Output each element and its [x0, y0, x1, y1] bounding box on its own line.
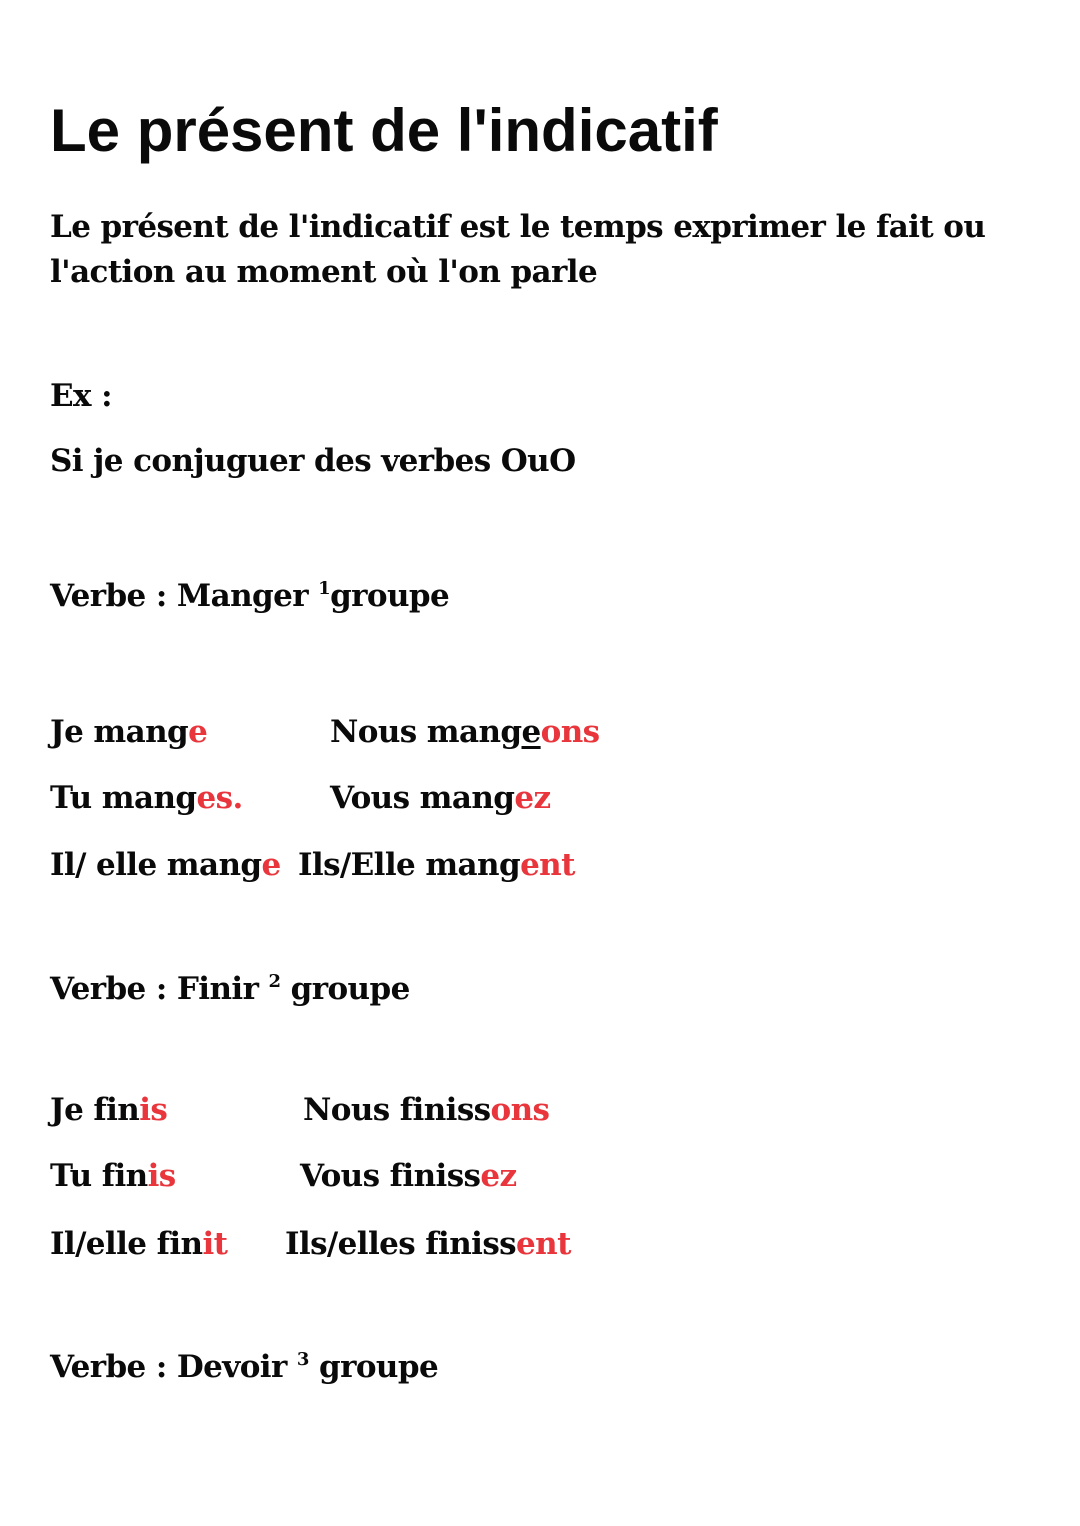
stem: Nous finiss: [303, 1092, 491, 1128]
conjugation-ils-finir: [285, 1224, 571, 1264]
stem: Je fin: [50, 1092, 140, 1128]
definition-line-2: l'action au moment où l'on parle: [50, 254, 598, 290]
group-label: groupe: [290, 971, 410, 1007]
conjugation-je-manger: [50, 712, 207, 752]
stem: Nous mang: [330, 714, 522, 750]
conjugation-il-manger: [50, 845, 281, 885]
verb-heading-manger: [50, 576, 449, 616]
definition-line-1: Le présent de l'indicatif est le temps exprimer le fait ou: [50, 209, 986, 245]
ending: ons: [490, 1092, 550, 1128]
ending: ez: [514, 780, 551, 816]
stem: Vous finiss: [300, 1158, 481, 1194]
stem: Ils/elles finiss: [285, 1226, 517, 1262]
group-label: groupe: [330, 578, 450, 614]
conjugation-vous-finir: [300, 1156, 517, 1196]
conjugation-vous-manger: [330, 778, 551, 818]
ending: ons: [540, 714, 600, 750]
ending: e: [188, 714, 208, 750]
verb-heading-text: Verbe : Manger: [50, 578, 308, 614]
group-label: groupe: [319, 1349, 439, 1385]
group-number: 3: [296, 1349, 309, 1370]
ending: ez: [480, 1158, 517, 1194]
conjugation-nous-manger: [330, 712, 600, 752]
page-title: Le présent de l'indicatif: [50, 97, 718, 165]
stem: Vous mang: [330, 780, 515, 816]
verb-heading-text: Verbe : Finir: [50, 971, 259, 1007]
verb-heading-devoir: [50, 1347, 438, 1387]
ending: is: [139, 1092, 168, 1128]
ending: ent: [516, 1226, 571, 1262]
conjugation-nous-finir: [303, 1090, 549, 1130]
ending: es.: [196, 780, 243, 816]
ending: is: [147, 1158, 176, 1194]
ending: ent: [520, 847, 575, 883]
ending: e: [261, 847, 281, 883]
ending: it: [202, 1226, 228, 1262]
stem: Tu mang: [50, 780, 197, 816]
conjugation-tu-finir: [50, 1156, 176, 1196]
stem-underlined-letter: e: [521, 714, 541, 750]
stem: Il/ elle mang: [50, 847, 262, 883]
stem: Je mang: [50, 714, 189, 750]
verb-heading-finir: [50, 969, 410, 1009]
stem: Ils/Elle mang: [298, 847, 521, 883]
stem: Tu fin: [50, 1158, 148, 1194]
example-text: Si je conjuguer des verbes OuO: [50, 443, 576, 479]
conjugation-tu-manger: [50, 778, 243, 818]
example-label: Ex :: [50, 378, 112, 414]
conjugation-ils-manger: [298, 845, 575, 885]
conjugation-il-finir: [50, 1224, 227, 1264]
stem: Il/elle fin: [50, 1226, 203, 1262]
conjugation-je-finir: [50, 1090, 167, 1130]
group-number: 2: [268, 971, 281, 992]
group-number: 1: [318, 578, 331, 599]
verb-heading-text: Verbe : Devoir: [50, 1349, 287, 1385]
